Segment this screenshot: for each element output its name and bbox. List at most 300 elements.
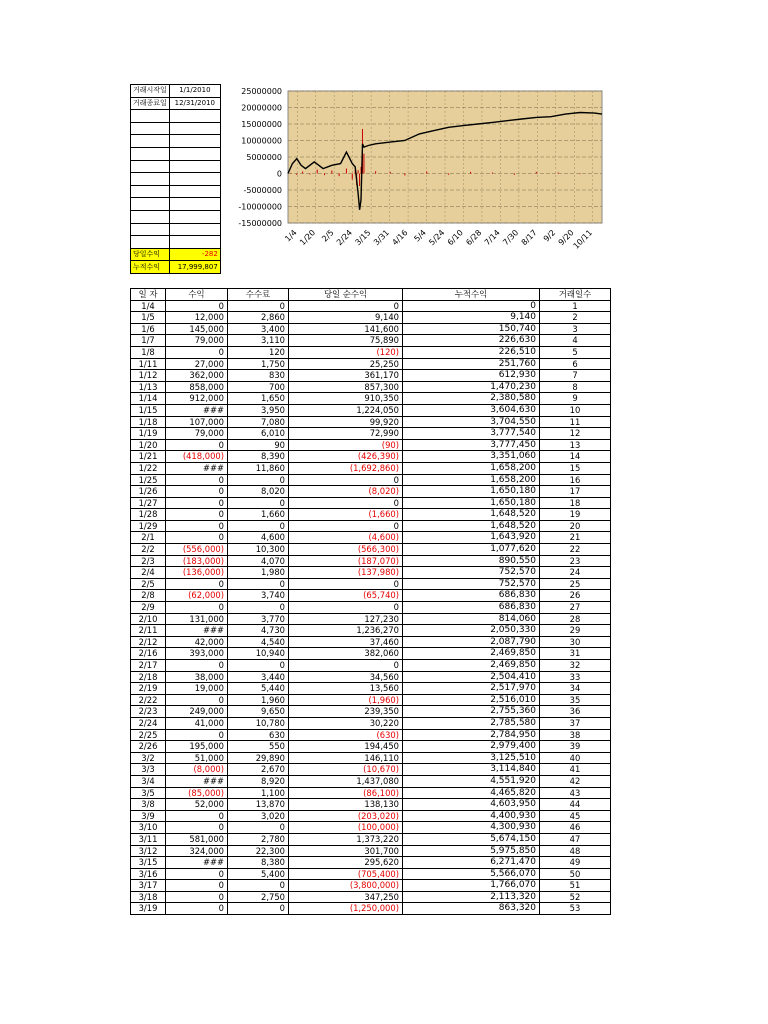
cell-date: 3/4 — [131, 775, 166, 787]
x-tick-label: 6/10 — [445, 228, 465, 248]
cell-fee: 29,890 — [228, 752, 289, 764]
cell-fee: 0 — [228, 520, 289, 532]
cell-profit: (85,000) — [166, 787, 228, 799]
cell-fee: 5,400 — [228, 868, 289, 880]
table-row — [131, 416, 611, 428]
cell-profit: 0 — [166, 880, 228, 892]
cell-trading-days: 10 — [540, 404, 611, 416]
summary-value — [169, 198, 220, 211]
table-row — [131, 683, 611, 695]
cell-fee: 7,080 — [228, 416, 289, 428]
today-profit-row — [131, 248, 221, 261]
cell-profit: 0 — [166, 694, 228, 706]
cell-net-profit: (1,250,000) — [289, 903, 403, 915]
cell-date: 3/5 — [131, 787, 166, 799]
summary-value — [169, 122, 220, 135]
cell-profit: ### — [166, 857, 228, 869]
cell-net-profit: (3,800,000) — [289, 880, 403, 892]
cell-net-profit: (10,670) — [289, 764, 403, 776]
cell-cumulative: 1,658,200 — [403, 474, 540, 486]
cell-fee: 0 — [228, 497, 289, 509]
cell-net-profit: 0 — [289, 602, 403, 614]
cell-fee: 700 — [228, 381, 289, 393]
cell-fee: 10,780 — [228, 717, 289, 729]
cell-profit: 0 — [166, 868, 228, 880]
summary-label — [131, 185, 170, 198]
cell-fee: 1,650 — [228, 393, 289, 405]
cell-date: 2/22 — [131, 694, 166, 706]
table-row — [131, 486, 611, 498]
cell-date: 2/26 — [131, 741, 166, 753]
cell-date: 2/16 — [131, 648, 166, 660]
cell-profit: (183,000) — [166, 555, 228, 567]
cell-fee: 90 — [228, 439, 289, 451]
table-row — [131, 787, 611, 799]
table-row — [131, 648, 611, 660]
cell-profit: (8,000) — [166, 764, 228, 776]
table-row — [131, 880, 611, 892]
cell-cumulative: 890,550 — [403, 555, 540, 567]
cell-trading-days: 4 — [540, 335, 611, 347]
cell-date: 1/12 — [131, 370, 166, 382]
cell-profit: 324,000 — [166, 845, 228, 857]
cell-cumulative: 3,125,510 — [403, 752, 540, 764]
cell-date: 3/19 — [131, 903, 166, 915]
table-row — [131, 694, 611, 706]
cell-trading-days: 8 — [540, 381, 611, 393]
cell-fee: 10,940 — [228, 648, 289, 660]
summary-label: 거래시작일 — [131, 85, 170, 98]
cell-cumulative: 814,060 — [403, 613, 540, 625]
cell-date: 3/9 — [131, 810, 166, 822]
cell-trading-days: 25 — [540, 578, 611, 590]
header-trading-days: 거래일수 — [540, 289, 611, 301]
cell-cumulative: 752,570 — [403, 578, 540, 590]
table-row — [131, 845, 611, 857]
cell-net-profit: 75,890 — [289, 335, 403, 347]
cell-cumulative: 2,517,970 — [403, 683, 540, 695]
cell-date: 1/4 — [131, 300, 166, 312]
cell-cumulative: 1,648,520 — [403, 520, 540, 532]
x-tick-label: 3/31 — [371, 228, 392, 248]
cell-net-profit: (100,000) — [289, 822, 403, 834]
cell-fee: 1,660 — [228, 509, 289, 521]
table-row — [131, 602, 611, 614]
table-row — [131, 613, 611, 625]
cell-fee: 830 — [228, 370, 289, 382]
cell-cumulative: 1,648,520 — [403, 509, 540, 521]
table-row — [131, 636, 611, 648]
y-tick-label: 0 — [276, 169, 282, 179]
cell-date: 2/12 — [131, 636, 166, 648]
cell-fee: 2,670 — [228, 764, 289, 776]
cell-cumulative: 2,469,850 — [403, 648, 540, 660]
table-row — [131, 451, 611, 463]
cell-cumulative: 752,570 — [403, 567, 540, 579]
cell-fee: 120 — [228, 346, 289, 358]
cell-cumulative: 3,114,840 — [403, 764, 540, 776]
cell-cumulative: 863,320 — [403, 903, 540, 915]
x-tick-label: 9/2 — [541, 228, 558, 244]
cell-cumulative: 150,740 — [403, 323, 540, 335]
cell-profit: 0 — [166, 903, 228, 915]
cell-cumulative: 2,785,580 — [403, 717, 540, 729]
cell-fee: 4,600 — [228, 532, 289, 544]
cell-profit: 19,000 — [166, 683, 228, 695]
cell-net-profit: 0 — [289, 474, 403, 486]
table-row — [131, 509, 611, 521]
summary-value — [169, 223, 220, 236]
cell-fee: 1,750 — [228, 358, 289, 370]
cell-fee: 0 — [228, 474, 289, 486]
cell-date: 1/22 — [131, 462, 166, 474]
cell-date: 2/19 — [131, 683, 166, 695]
cell-net-profit: 361,170 — [289, 370, 403, 382]
cell-trading-days: 5 — [540, 346, 611, 358]
summary-row — [131, 97, 221, 110]
cell-trading-days: 38 — [540, 729, 611, 741]
table-row — [131, 590, 611, 602]
x-tick-label: 10/11 — [571, 228, 595, 251]
cell-profit: 0 — [166, 474, 228, 486]
cell-net-profit: 910,350 — [289, 393, 403, 405]
cell-trading-days: 14 — [540, 451, 611, 463]
cell-net-profit: 99,920 — [289, 416, 403, 428]
today-profit-label: 당일수익 — [131, 248, 170, 261]
cell-trading-days: 48 — [540, 845, 611, 857]
cell-date: 1/18 — [131, 416, 166, 428]
summary-label — [131, 122, 170, 135]
summary-row — [131, 210, 221, 223]
cell-net-profit: 0 — [289, 578, 403, 590]
cell-net-profit: 1,437,080 — [289, 775, 403, 787]
cell-fee: 3,770 — [228, 613, 289, 625]
summary-label — [131, 223, 170, 236]
header-fee: 수수료 — [228, 289, 289, 301]
cell-cumulative: 4,603,950 — [403, 799, 540, 811]
cell-net-profit: (705,400) — [289, 868, 403, 880]
cell-cumulative: 2,087,790 — [403, 636, 540, 648]
header-profit: 수익 — [166, 289, 228, 301]
x-tick-label: 9/20 — [556, 228, 576, 248]
cell-trading-days: 42 — [540, 775, 611, 787]
cell-trading-days: 21 — [540, 532, 611, 544]
cell-profit: 0 — [166, 822, 228, 834]
cell-fee: 8,390 — [228, 451, 289, 463]
summary-row — [131, 122, 221, 135]
cell-cumulative: 2,380,580 — [403, 393, 540, 405]
table-row — [131, 903, 611, 915]
daily-ledger-table — [130, 288, 611, 915]
cell-trading-days: 27 — [540, 602, 611, 614]
cell-net-profit: 37,460 — [289, 636, 403, 648]
cell-fee: 11,860 — [228, 462, 289, 474]
cell-profit: 0 — [166, 346, 228, 358]
cell-trading-days: 29 — [540, 625, 611, 637]
cell-cumulative: 1,658,200 — [403, 462, 540, 474]
cumulative-profit-chart — [222, 85, 622, 265]
cell-net-profit: (203,020) — [289, 810, 403, 822]
cell-cumulative: 5,566,070 — [403, 868, 540, 880]
cell-fee: 2,860 — [228, 312, 289, 324]
cell-trading-days: 34 — [540, 683, 611, 695]
cell-fee: 4,540 — [228, 636, 289, 648]
cell-trading-days: 52 — [540, 891, 611, 903]
cell-cumulative: 2,784,950 — [403, 729, 540, 741]
cell-fee: 0 — [228, 300, 289, 312]
table-row — [131, 346, 611, 358]
summary-row — [131, 236, 221, 249]
cell-trading-days: 47 — [540, 833, 611, 845]
cell-net-profit: (8,020) — [289, 486, 403, 498]
cell-date: 1/29 — [131, 520, 166, 532]
cell-net-profit: 194,450 — [289, 741, 403, 753]
cell-cumulative: 2,469,850 — [403, 660, 540, 672]
summary-row — [131, 160, 221, 173]
cell-date: 3/15 — [131, 857, 166, 869]
cell-fee: 8,920 — [228, 775, 289, 787]
cell-trading-days: 50 — [540, 868, 611, 880]
cell-trading-days: 32 — [540, 660, 611, 672]
cell-cumulative: 1,650,180 — [403, 486, 540, 498]
summary-row — [131, 147, 221, 160]
cell-trading-days: 12 — [540, 428, 611, 440]
table-row — [131, 810, 611, 822]
table-row — [131, 822, 611, 834]
cell-cumulative: 2,050,330 — [403, 625, 540, 637]
table-row — [131, 671, 611, 683]
cell-trading-days: 31 — [540, 648, 611, 660]
cell-profit: ### — [166, 404, 228, 416]
header-date: 일 자 — [131, 289, 166, 301]
cell-profit: 393,000 — [166, 648, 228, 660]
cell-fee: 22,300 — [228, 845, 289, 857]
cell-net-profit: (137,980) — [289, 567, 403, 579]
table-row — [131, 428, 611, 440]
table-row — [131, 520, 611, 532]
cell-date: 2/1 — [131, 532, 166, 544]
cell-date: 2/2 — [131, 544, 166, 556]
table-row — [131, 370, 611, 382]
cell-profit: 0 — [166, 578, 228, 590]
table-row — [131, 462, 611, 474]
summary-label — [131, 147, 170, 160]
ledger-header-row — [131, 289, 611, 301]
table-row — [131, 567, 611, 579]
summary-value — [169, 135, 220, 148]
table-row — [131, 706, 611, 718]
summary-value: 1/1/2010 — [169, 85, 220, 98]
table-row — [131, 833, 611, 845]
cell-trading-days: 45 — [540, 810, 611, 822]
cell-cumulative: 251,760 — [403, 358, 540, 370]
cell-trading-days: 39 — [540, 741, 611, 753]
cell-cumulative: 2,979,400 — [403, 741, 540, 753]
y-tick-label: -10000000 — [238, 202, 282, 212]
cell-date: 1/6 — [131, 323, 166, 335]
cell-cumulative: 226,510 — [403, 346, 540, 358]
cell-fee: 0 — [228, 822, 289, 834]
cell-profit: 0 — [166, 602, 228, 614]
cell-net-profit: 127,230 — [289, 613, 403, 625]
cell-trading-days: 2 — [540, 312, 611, 324]
cell-trading-days: 53 — [540, 903, 611, 915]
cell-net-profit: (86,100) — [289, 787, 403, 799]
cell-profit: 0 — [166, 520, 228, 532]
cell-fee: 4,070 — [228, 555, 289, 567]
cell-trading-days: 17 — [540, 486, 611, 498]
cell-profit: 0 — [166, 439, 228, 451]
cell-cumulative: 1,643,920 — [403, 532, 540, 544]
cell-date: 3/2 — [131, 752, 166, 764]
cell-trading-days: 11 — [540, 416, 611, 428]
cell-profit: (556,000) — [166, 544, 228, 556]
cell-date: 1/5 — [131, 312, 166, 324]
cell-trading-days: 6 — [540, 358, 611, 370]
cell-date: 2/3 — [131, 555, 166, 567]
cell-cumulative: 686,830 — [403, 590, 540, 602]
cell-profit: 107,000 — [166, 416, 228, 428]
x-tick-label: 7/14 — [482, 228, 502, 248]
cell-fee: 1,980 — [228, 567, 289, 579]
cell-net-profit: 25,250 — [289, 358, 403, 370]
cell-cumulative: 9,140 — [403, 312, 540, 324]
table-row — [131, 323, 611, 335]
cell-cumulative: 1,077,620 — [403, 544, 540, 556]
cell-trading-days: 16 — [540, 474, 611, 486]
cell-profit: 0 — [166, 509, 228, 521]
cell-trading-days: 15 — [540, 462, 611, 474]
total-profit-row — [131, 261, 221, 274]
cell-profit: ### — [166, 775, 228, 787]
cell-net-profit: (187,070) — [289, 555, 403, 567]
cell-date: 2/17 — [131, 660, 166, 672]
cell-date: 2/25 — [131, 729, 166, 741]
cell-fee: 5,440 — [228, 683, 289, 695]
cell-net-profit: 295,620 — [289, 857, 403, 869]
cell-cumulative: 5,674,150 — [403, 833, 540, 845]
table-row — [131, 439, 611, 451]
cell-fee: 8,020 — [228, 486, 289, 498]
cell-cumulative: 4,300,930 — [403, 822, 540, 834]
table-row — [131, 404, 611, 416]
cell-profit: ### — [166, 462, 228, 474]
cell-date: 1/13 — [131, 381, 166, 393]
summary-label — [131, 198, 170, 211]
summary-value — [169, 210, 220, 223]
cell-fee: 0 — [228, 578, 289, 590]
table-row — [131, 891, 611, 903]
cell-trading-days: 40 — [540, 752, 611, 764]
cell-trading-days: 44 — [540, 799, 611, 811]
cell-cumulative: 226,630 — [403, 335, 540, 347]
cell-net-profit: (120) — [289, 346, 403, 358]
cell-net-profit: (1,692,860) — [289, 462, 403, 474]
y-tick-label: 10000000 — [241, 136, 282, 146]
table-row — [131, 312, 611, 324]
summary-value: 12/31/2010 — [169, 97, 220, 110]
cell-profit: 145,000 — [166, 323, 228, 335]
cell-profit: 79,000 — [166, 335, 228, 347]
cell-trading-days: 49 — [540, 857, 611, 869]
cell-profit: (418,000) — [166, 451, 228, 463]
cell-profit: 42,000 — [166, 636, 228, 648]
cell-net-profit: 347,250 — [289, 891, 403, 903]
cell-profit: 912,000 — [166, 393, 228, 405]
cell-profit: 0 — [166, 729, 228, 741]
cell-net-profit: 30,220 — [289, 717, 403, 729]
cell-trading-days: 19 — [540, 509, 611, 521]
cell-net-profit: 0 — [289, 300, 403, 312]
summary-row — [131, 173, 221, 186]
table-row — [131, 799, 611, 811]
y-tick-label: -15000000 — [238, 219, 282, 228]
today-profit-value: -282 — [169, 248, 220, 261]
summary-label — [131, 160, 170, 173]
cell-profit: 0 — [166, 497, 228, 509]
cell-date: 3/8 — [131, 799, 166, 811]
total-profit-value: 17,999,807 — [169, 261, 220, 274]
summary-row — [131, 135, 221, 148]
cell-net-profit: 1,224,050 — [289, 404, 403, 416]
x-tick-label: 5/4 — [412, 228, 428, 244]
table-row — [131, 335, 611, 347]
summary-value — [169, 110, 220, 123]
cell-date: 1/27 — [131, 497, 166, 509]
cell-date: 1/7 — [131, 335, 166, 347]
cell-date: 1/14 — [131, 393, 166, 405]
cell-cumulative: 1,766,070 — [403, 880, 540, 892]
cell-date: 2/9 — [131, 602, 166, 614]
table-row — [131, 741, 611, 753]
cell-cumulative: 2,755,360 — [403, 706, 540, 718]
cell-fee: 4,730 — [228, 625, 289, 637]
table-row — [131, 857, 611, 869]
summary-row — [131, 198, 221, 211]
x-tick-label: 3/15 — [353, 228, 373, 248]
summary-label — [131, 173, 170, 186]
cell-net-profit: 9,140 — [289, 312, 403, 324]
cell-date: 1/19 — [131, 428, 166, 440]
cell-date: 2/8 — [131, 590, 166, 602]
summary-label — [131, 210, 170, 223]
cell-fee: 3,740 — [228, 590, 289, 602]
cell-trading-days: 28 — [540, 613, 611, 625]
table-row — [131, 358, 611, 370]
cell-net-profit: 141,600 — [289, 323, 403, 335]
cell-profit: 27,000 — [166, 358, 228, 370]
y-tick-label: -5000000 — [243, 186, 282, 195]
table-row — [131, 660, 611, 672]
cell-trading-days: 35 — [540, 694, 611, 706]
cell-date: 1/28 — [131, 509, 166, 521]
cell-net-profit: (4,600) — [289, 532, 403, 544]
cell-trading-days: 43 — [540, 787, 611, 799]
cell-cumulative: 0 — [403, 300, 540, 312]
cell-profit: 38,000 — [166, 671, 228, 683]
cell-fee: 3,110 — [228, 335, 289, 347]
cell-cumulative: 1,650,180 — [403, 497, 540, 509]
cell-net-profit: 1,373,220 — [289, 833, 403, 845]
cell-cumulative: 2,113,320 — [403, 891, 540, 903]
table-row — [131, 625, 611, 637]
cell-profit: 0 — [166, 891, 228, 903]
y-tick-label: 20000000 — [241, 103, 282, 113]
cell-profit: 12,000 — [166, 312, 228, 324]
cell-net-profit: 146,110 — [289, 752, 403, 764]
cell-profit: 51,000 — [166, 752, 228, 764]
cell-net-profit: 13,560 — [289, 683, 403, 695]
